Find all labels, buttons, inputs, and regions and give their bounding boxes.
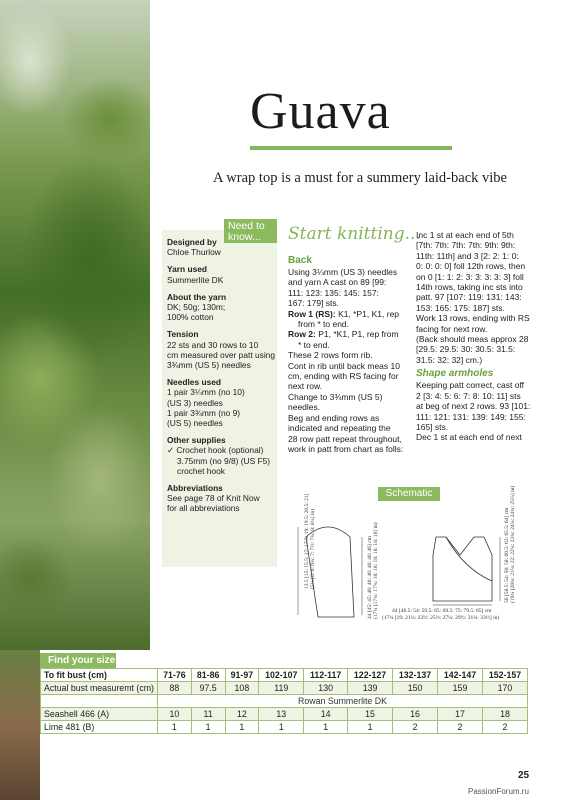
page-title: Guava <box>250 83 391 140</box>
size-cell: 122-127 <box>348 669 393 682</box>
row1-text: K1, *P1, K1, rep <box>335 308 400 319</box>
body-outline <box>433 537 492 601</box>
size-cell: 2 <box>438 721 483 734</box>
sleeve-length-label-in: (5¼ [6: 6: 6¾: 7: 7½: 7¾: 8: 8¼] in) <box>310 508 316 589</box>
row1-line <box>288 309 406 319</box>
body-length-label: 56 [58.5: 54: 56: 58: 60.5: 63: 65.5: 64] cm <box>504 507 510 603</box>
back-instructions <box>288 350 406 454</box>
size-cell: 1 <box>304 721 348 734</box>
size-row-yarn <box>41 695 528 708</box>
size-cell: 1 <box>225 721 259 734</box>
needles-label: Needles used <box>167 377 221 388</box>
armhole-instructions <box>416 380 536 442</box>
needles-line: 1 pair 3¾mm (no 9) <box>167 407 241 418</box>
pattern-line: 111: 121: 131: 139: 149: 155: <box>416 411 526 422</box>
pattern-line: work in patt from chart as folls: <box>288 443 404 454</box>
size-cell: 12 <box>225 708 259 721</box>
pattern-column-2 <box>416 230 536 443</box>
size-cell: 1 <box>191 721 225 734</box>
size-cell: 11 <box>191 708 225 721</box>
row2-line <box>288 329 406 339</box>
size-cell: 102-107 <box>259 669 304 682</box>
row2-label: Row 2: <box>288 329 316 340</box>
pattern-line: 0: 0: 0: 0] foll 12th rows, then <box>416 261 526 272</box>
pattern-line: Cont in rib until back meas 10 <box>288 360 400 371</box>
pattern-line: [29.5: 29.5: 30: 30.5: 31.5: <box>416 344 516 355</box>
other-supplies-line: crochet hook <box>177 465 225 476</box>
size-table <box>40 668 528 734</box>
size-row-label: Actual bust measuremt (cm) <box>41 682 158 695</box>
pattern-line: 111: 123: 135: 145: 157: <box>288 287 379 298</box>
size-cell: 81-86 <box>191 669 225 682</box>
pattern-line: Change to 3¾mm (US 5) <box>288 391 383 402</box>
size-cell: 14 <box>304 708 348 721</box>
size-cell: 152-157 <box>482 669 527 682</box>
size-row-label: To fit bust (cm) <box>41 669 158 682</box>
pattern-line: 28 row patt repeat throughout, <box>288 433 402 444</box>
pattern-line: next row. <box>288 381 323 392</box>
pattern-line: on 0 [1: 1: 2: 3: 3: 3: 3: 3] foll <box>416 271 524 282</box>
back-increases <box>416 230 536 365</box>
other-supplies-label: Other supplies <box>167 435 226 446</box>
pattern-line: patt. 97 [107: 119: 131: 143: <box>416 292 522 303</box>
pattern-line: Work 13 rows, ending with RS <box>416 313 530 324</box>
row2-text: P1, *K1, P1, rep from <box>315 329 399 340</box>
pattern-line: [7th: 7th: 7th: 7th: 9th: 9th: <box>416 240 516 251</box>
designed-by-label: Designed by <box>167 237 217 247</box>
size-row-label: Seashell 466 (A) <box>41 708 158 721</box>
pattern-line: cm, ending with RS facing for <box>288 371 399 382</box>
pattern-line: 2 [3: 4: 5: 6: 7: 8: 10: 11] sts <box>416 390 521 401</box>
tension-line: 22 sts and 30 rows to 10 <box>167 339 259 350</box>
size-row-actual <box>41 682 528 695</box>
tension-line: cm measured over patt using <box>167 349 275 360</box>
body-length-label-in: (19¾ [20¾: 21¼: 22: 22¾: 23¾: 24¾: 24¾: 25¼] in) <box>510 485 516 603</box>
body-width-label-in: (17¼ [19: 21¼: 23½: 25½: 27¼: 29½: 31¼: 33½] in) <box>382 615 500 621</box>
size-cell: 13 <box>259 708 304 721</box>
back-intro <box>288 267 406 309</box>
pattern-line: indicated and repeating the <box>288 423 391 434</box>
watermark: PassionForum.ru <box>468 787 529 796</box>
row1-label: Row 1 (RS): <box>288 308 336 319</box>
pattern-line: 14th rows, taking inc sts into <box>416 282 523 293</box>
pattern-line: Dec 1 st at each end of next <box>416 432 522 443</box>
abbreviations-label: Abbreviations <box>167 483 223 494</box>
garden-photo <box>0 0 150 650</box>
pattern-line: Keeping patt correct, cast off <box>416 380 525 391</box>
pattern-column-1 <box>288 252 406 454</box>
page-number: 25 <box>518 770 530 781</box>
body-width-label: 44 [46.5: 54: 59.5: 65: 69.5: 75: 79.5: 85] cm <box>392 608 492 614</box>
pattern-line: 11th: 11th] and 3 [2: 2: 1: 0: <box>416 250 519 261</box>
shape-armholes-heading: Shape armholes <box>416 368 494 380</box>
size-cell: 150 <box>393 682 438 695</box>
schematic-svg <box>288 497 538 622</box>
need-to-know-tab: Need to know... <box>224 219 277 243</box>
size-cell: 132-137 <box>393 669 438 682</box>
needles-line: 1 pair 3¼mm (no 10) <box>167 387 245 398</box>
pattern-line: 153: 165: 175: 187] sts. <box>416 302 505 313</box>
row2-cont: * to end. <box>298 339 330 350</box>
about-yarn-line: DK; 50g; 130m; <box>167 302 226 313</box>
size-row-label: Lime 481 (B) <box>41 721 158 734</box>
size-cell: 71-76 <box>158 669 192 682</box>
pattern-line: Inc 1 st at each end of 5th <box>416 230 514 240</box>
about-yarn-line: 100% cotton <box>167 312 214 323</box>
pattern-line: at beg of next 2 rows. 93 [101: <box>416 401 531 412</box>
need-to-know-content <box>167 237 275 514</box>
pattern-line: 31.5: 32: 32] cm.) <box>416 354 483 365</box>
yarn-used-label: Yarn used <box>167 264 208 275</box>
schematic-tab: Schematic <box>378 487 440 501</box>
size-cell: 170 <box>482 682 527 695</box>
find-your-size-tab: Find your size <box>40 653 116 668</box>
size-cell: 139 <box>348 682 393 695</box>
garden-photo-bottom <box>0 650 40 800</box>
size-cell: 142-147 <box>438 669 483 682</box>
pattern-line: and yarn A cast on 89 [99: <box>288 277 387 288</box>
sleeve-width-label-in: (17¼ [17¾: 17¾: 18: 18: 18: 18: 18: 18] in) <box>373 522 379 619</box>
size-row-seashell <box>41 708 528 721</box>
pattern-line: (Back should meas approx 28 <box>416 334 529 345</box>
size-row-fit <box>41 669 528 682</box>
size-cell: 17 <box>438 708 483 721</box>
size-cell: 16 <box>393 708 438 721</box>
size-cell: 108 <box>225 682 259 695</box>
size-row-label-empty <box>41 695 158 708</box>
title-underline <box>250 146 452 150</box>
other-supplies-line: ✓ Crochet hook (optional) <box>167 445 264 456</box>
tension-label: Tension <box>167 329 199 340</box>
sleeve-width-label: 44 [45: 45: 46: 46: 46: 46: 46: 46] cm <box>367 536 373 619</box>
size-cell: 2 <box>393 721 438 734</box>
abbreviations-line: for all abbreviations <box>167 503 240 514</box>
size-cell: 91-97 <box>225 669 259 682</box>
size-cell: 1 <box>348 721 393 734</box>
needles-line: (US 5) needles <box>167 418 223 429</box>
subtitle: A wrap top is a must for a summery laid-back vibe <box>213 170 507 186</box>
size-row-lime <box>41 721 528 734</box>
needles-line: (US 3) needles <box>167 397 223 408</box>
yarn-brand-cell: Rowan Summerlite DK <box>158 695 528 708</box>
yarn-used: Summerlite DK <box>167 274 224 285</box>
start-knitting-heading: Start knitting... <box>288 224 421 244</box>
size-cell: 119 <box>259 682 304 695</box>
size-cell: 1 <box>259 721 304 734</box>
pattern-line: These 2 rows form rib. <box>288 350 373 361</box>
sleeve-length-label: 13.5 [15: 15.5: 17: 17.5: 19: 19.5: 20.5: 21] <box>304 493 310 589</box>
designer-name: Chloe Thurlow <box>167 247 221 258</box>
size-cell: 10 <box>158 708 192 721</box>
size-cell: 2 <box>482 721 527 734</box>
size-cell: 112-117 <box>304 669 348 682</box>
abbreviations-line: See page 78 of Knit Now <box>167 493 260 504</box>
pattern-line: Beg and ending rows as <box>288 412 380 423</box>
row1-cont: from * to end. <box>298 319 350 330</box>
other-supplies-line: 3.75mm (no 9/8) (US F5) <box>177 455 271 466</box>
size-cell: 88 <box>158 682 192 695</box>
size-cell: 97.5 <box>191 682 225 695</box>
size-cell: 18 <box>482 708 527 721</box>
tension-line: 3¾mm (US 5) needles <box>167 360 251 371</box>
about-yarn-label: About the yarn <box>167 291 227 302</box>
pattern-line: 165] sts. <box>416 421 449 432</box>
size-cell: 130 <box>304 682 348 695</box>
size-cell: 1 <box>158 721 192 734</box>
back-heading: Back <box>288 255 312 266</box>
size-cell: 15 <box>348 708 393 721</box>
pattern-line: facing for next row. <box>416 323 488 334</box>
pattern-line: needles. <box>288 402 321 413</box>
pattern-line: 167: 179] sts. <box>288 298 340 309</box>
pattern-line: Using 3¼mm (US 3) needles <box>288 267 398 277</box>
size-cell: 159 <box>438 682 483 695</box>
